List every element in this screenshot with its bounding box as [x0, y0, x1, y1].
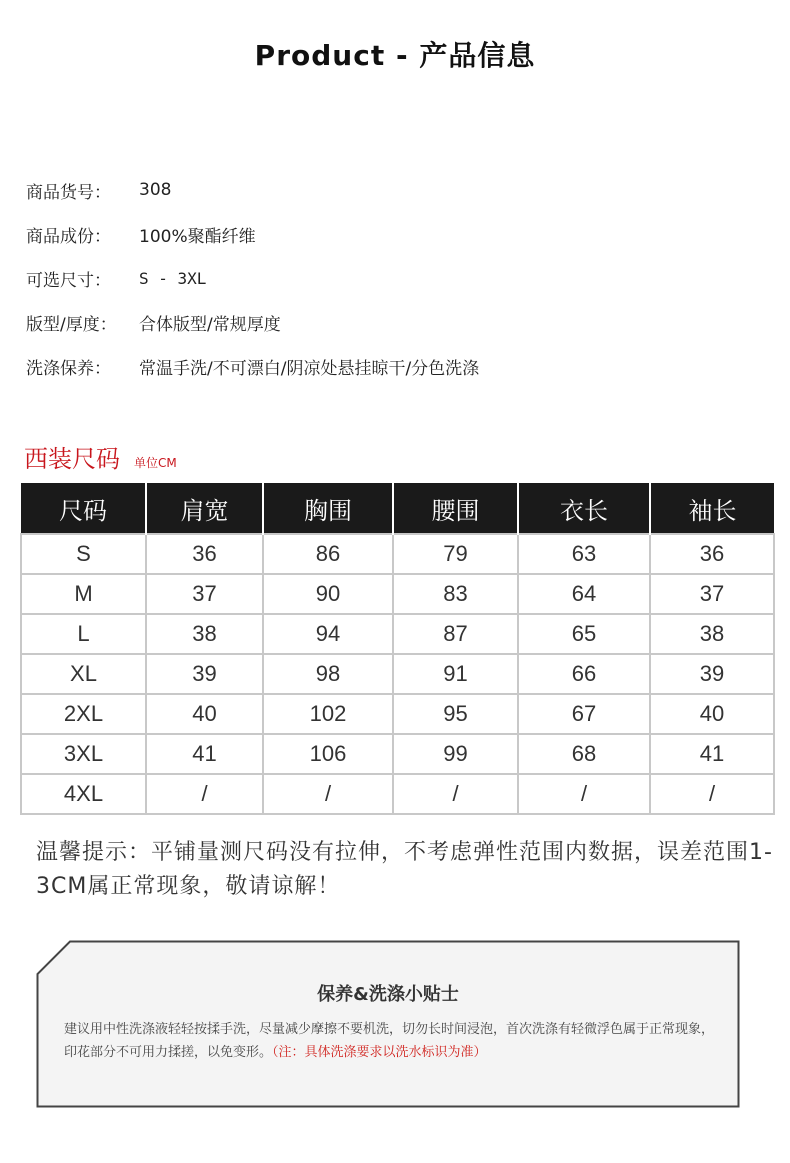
- table-cell: 90: [263, 574, 393, 614]
- info-row-item-no: [26, 168, 479, 212]
- table-cell: 37: [146, 574, 263, 614]
- care-tips-title: 保养&洗涤小贴士: [317, 984, 459, 1005]
- size-chart-title: 西装尺码: [24, 445, 120, 473]
- info-value: 100%聚酯纤维: [139, 226, 256, 247]
- table-cell: 99: [393, 734, 518, 774]
- table-cell: 40: [146, 694, 263, 734]
- info-label: 商品货号：: [26, 182, 111, 203]
- header-length: 衣长: [518, 483, 650, 534]
- header-sleeve: 袖长: [650, 483, 774, 534]
- info-row-material: [26, 212, 479, 256]
- table-header-row: [21, 483, 774, 534]
- table-row: [21, 534, 774, 574]
- table-cell: 38: [146, 614, 263, 654]
- table-cell: 39: [650, 654, 774, 694]
- size-table: [20, 483, 775, 815]
- table-row: [21, 694, 774, 734]
- table-cell: 39: [146, 654, 263, 694]
- table-cell: 63: [518, 534, 650, 574]
- info-label: 可选尺寸：: [26, 270, 111, 291]
- info-value: 308: [139, 180, 172, 200]
- table-cell: 2XL: [21, 694, 146, 734]
- table-cell: 3XL: [21, 734, 146, 774]
- table-cell: 40: [650, 694, 774, 734]
- info-row-fit: [26, 300, 479, 344]
- table-cell: /: [650, 774, 774, 814]
- page-title: Product - 产品信息: [254, 39, 536, 72]
- table-cell: /: [146, 774, 263, 814]
- table-cell: 65: [518, 614, 650, 654]
- info-value: S - 3XL: [139, 268, 207, 288]
- care-tips-body: [64, 1018, 724, 1064]
- table-row: [21, 654, 774, 694]
- table-cell: 38: [650, 614, 774, 654]
- table-cell: 94: [263, 614, 393, 654]
- measurement-tip: 温馨提示：平铺量测尺码没有拉伸，不考虑弹性范围内数据，误差范围1-3CM属正常现象，敬请谅解！: [36, 840, 773, 899]
- table-row: [21, 734, 774, 774]
- table-row: [21, 774, 774, 814]
- size-chart-heading: [24, 444, 177, 474]
- care-tips-card: [36, 940, 740, 1108]
- header-shoulder: 肩宽: [146, 483, 263, 534]
- header-chest: 胸围: [263, 483, 393, 534]
- care-tips-text: 建议用中性洗涤液轻轻按揉手洗，尽量减少摩擦不要机洗，切勿长时间浸泡，首次洗涤有轻微浮色属于正常现象，印花部分不可用力揉搓，以免变形。: [64, 1022, 715, 1060]
- table-cell: /: [393, 774, 518, 814]
- header-size: 尺码: [21, 483, 146, 534]
- table-row: [21, 614, 774, 654]
- table-cell: 86: [263, 534, 393, 574]
- table-cell: 4XL: [21, 774, 146, 814]
- info-label: 商品成份：: [26, 226, 111, 247]
- table-cell: 106: [263, 734, 393, 774]
- table-cell: 87: [393, 614, 518, 654]
- table-row: [21, 574, 774, 614]
- size-chart-unit: 单位CM: [134, 456, 177, 470]
- table-cell: 36: [650, 534, 774, 574]
- table-cell: 68: [518, 734, 650, 774]
- table-cell: 41: [146, 734, 263, 774]
- table-cell: XL: [21, 654, 146, 694]
- table-cell: /: [518, 774, 650, 814]
- table-cell: 95: [393, 694, 518, 734]
- info-label: 洗涤保养：: [26, 358, 111, 379]
- size-table-header: [21, 483, 774, 534]
- info-value: 合体版型/常规厚度: [139, 314, 281, 335]
- care-tips-note: （注：具体洗涤要求以洗水标识为准）: [272, 1045, 487, 1060]
- table-cell: L: [21, 614, 146, 654]
- product-info: [26, 168, 479, 388]
- table-cell: 83: [393, 574, 518, 614]
- table-cell: 102: [263, 694, 393, 734]
- info-row-care: [26, 344, 479, 388]
- table-cell: 66: [518, 654, 650, 694]
- table-cell: 41: [650, 734, 774, 774]
- table-cell: 91: [393, 654, 518, 694]
- header-waist: 腰围: [393, 483, 518, 534]
- table-cell: 64: [518, 574, 650, 614]
- table-cell: 36: [146, 534, 263, 574]
- info-row-sizes: [26, 256, 479, 300]
- info-label: 版型/厚度：: [26, 314, 117, 335]
- table-cell: 37: [650, 574, 774, 614]
- table-cell: 79: [393, 534, 518, 574]
- table-cell: S: [21, 534, 146, 574]
- table-cell: 67: [518, 694, 650, 734]
- table-cell: M: [21, 574, 146, 614]
- table-cell: /: [263, 774, 393, 814]
- info-value: 常温手洗/不可漂白/阴凉处悬挂晾干/分色洗涤: [139, 358, 480, 379]
- table-cell: 98: [263, 654, 393, 694]
